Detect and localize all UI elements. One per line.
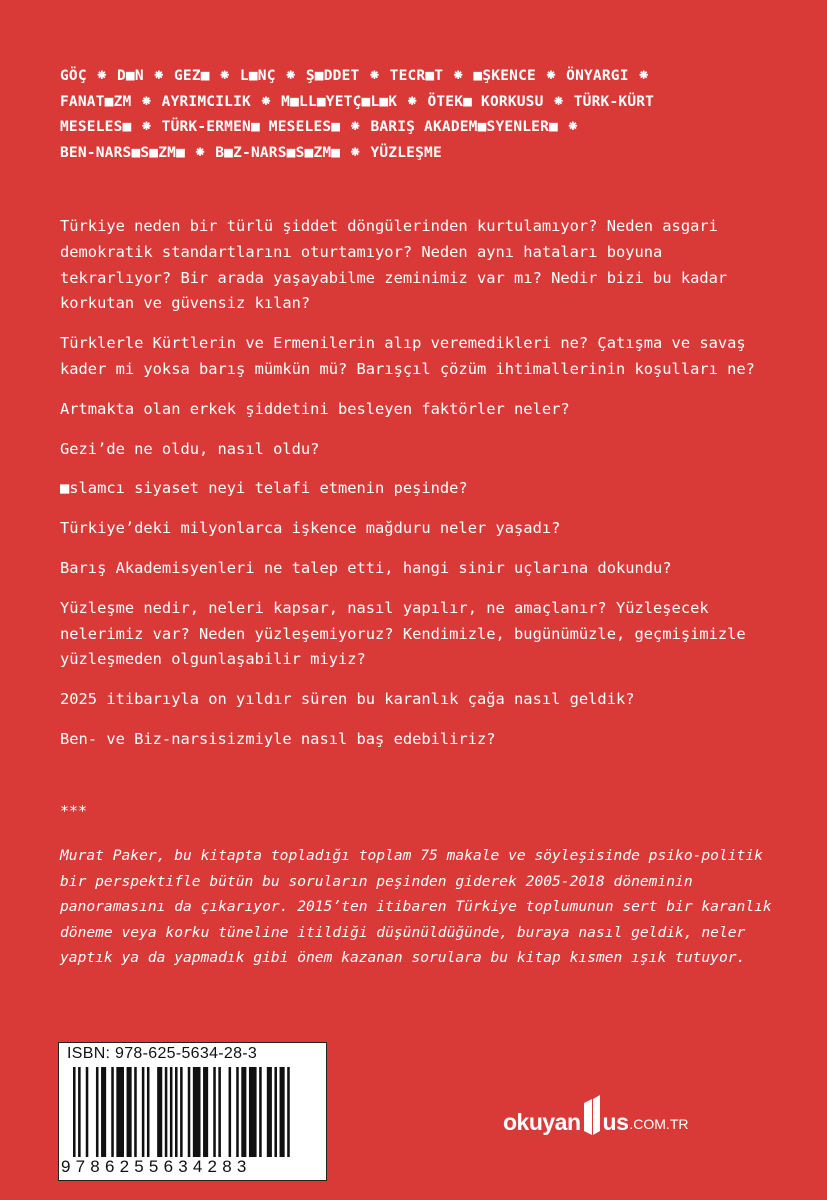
question-paragraph: Gezi’de ne oldu, nasıl oldu?: [60, 439, 320, 458]
keyword-line: GÖÇ ⁕ D■N ⁕ GEZ■ ⁕ L■NÇ ⁕ Ş■DDET ⁕ TECR■T ⁕ ■ŞKENCE ⁕ ÖNYARGI ⁕: [60, 68, 650, 84]
barcode-bar: [127, 1067, 132, 1157]
barcode-bar: [101, 1067, 106, 1157]
question-paragraph: 2025 itibarıyla on yıldır süren bu karanlık çağa nasıl geldik?: [60, 690, 635, 709]
isbn-barcode: [58, 1042, 327, 1181]
question-paragraph: Türklerle Kürtlerin ve Ermenilerin alıp veremedikleri ne? Çatışma ve savaş kader mi yoksa barış mümkün mü? Barışçıl çözüm ihtimallerinin koşulları ne?: [60, 334, 755, 378]
barcode-bar: [147, 1067, 150, 1157]
barcode-bar: [116, 1067, 124, 1157]
barcode-bar: [170, 1067, 173, 1157]
barcode-bar: [73, 1067, 76, 1157]
barcode-bar: [236, 1067, 239, 1157]
publisher-logo: [503, 1091, 688, 1135]
barcode-bar: [193, 1067, 201, 1157]
barcode-bar: [134, 1067, 137, 1157]
barcode-bar: [111, 1067, 114, 1157]
question-list: [60, 214, 780, 767]
barcode-bar: [287, 1067, 290, 1157]
barcode-bar: [280, 1067, 285, 1157]
barcode-bars: [69, 1067, 317, 1157]
section-separator: ***: [60, 802, 88, 820]
barcode-bar: [180, 1067, 183, 1157]
barcode-bar: [274, 1067, 277, 1157]
question-paragraph: Artmakta olan erkek şiddetini besleyen faktörler neler?: [60, 399, 570, 418]
keyword-line: MESELES■ ⁕ TÜRK-ERMEN■ MESELES■ ⁕ BARIŞ AKADEM■SYENLER■ ⁕: [60, 119, 580, 135]
barcode-bar: [86, 1067, 89, 1157]
publisher-domain: .COM.TR: [629, 1116, 689, 1132]
barcode-bar: [188, 1067, 191, 1157]
barcode-digits: 9786255634283: [61, 1157, 252, 1176]
barcode-bar: [249, 1067, 257, 1157]
question-paragraph: Barış Akademisyenleri ne talep etti, hangi sinir uçlarına dokundu?: [60, 558, 672, 577]
barcode-bar: [259, 1067, 262, 1157]
keyword-line: BEN-NARS■S■ZM■ ⁕ B■Z-NARS■S■ZM■ ⁕ YÜZLEŞME: [60, 144, 442, 161]
question-paragraph: Türkiye’deki milyonlarca işkence mağduru neler yaşadı?: [60, 519, 561, 538]
question-paragraph: Ben- ve Biz-narsisizmiyle nasıl baş edebiliriz?: [60, 729, 496, 748]
question-paragraph: Yüzleşme nedir, neleri kapsar, nasıl yapılır, ne amaçlanır? Yüzleşecek nelerimiz var? Neden yüzleşemiyoruz? Kendimizle, bugünümüzle, geçmişimizle yüzleşmeden olgunlaşabilir miyiz?: [60, 598, 746, 669]
book-summary: Murat Paker, bu kitapta topladığı toplam 75 makale ve söyleşisinde psiko-politik bir perspektifle bütün bu soruların peşinden giderek 2005-2018 döneminin panoramasını da çıkarıyor. 2015’ten itibaren Türkiye toplumunun sert bir karanlık döneme veya korku tüneline itildiği düşünüldüğünde, buraya nasıl geldik, neler yaptık ya da yapmadık gibi önem kazanan sorulara bu kitap kısmen ışık tutuyor.: [60, 847, 772, 967]
barcode-bar: [203, 1067, 208, 1157]
barcode-bar: [165, 1067, 168, 1157]
barcode-bar: [142, 1067, 145, 1157]
barcode-bar: [229, 1067, 232, 1157]
barcode-bar: [241, 1067, 246, 1157]
question-paragraph: ■slamcı siyaset neyi telafi etmenin peşinde?: [60, 479, 468, 498]
barcode-bar: [78, 1067, 81, 1157]
barcode-bar: [213, 1067, 216, 1157]
barcode-bar: [96, 1067, 99, 1157]
keyword-list: [60, 64, 780, 166]
publisher-name-part2: us: [602, 1109, 629, 1135]
barcode-bar: [175, 1067, 178, 1157]
book-mark-icon: [583, 1095, 601, 1135]
barcode-bar: [218, 1067, 221, 1157]
publisher-name-part1: okuyan: [503, 1109, 581, 1135]
barcode-bar: [267, 1067, 272, 1157]
keyword-line: FANAT■ZM ⁕ AYRIMCILIK ⁕ M■LL■YETÇ■L■K ⁕ ÖTEK■ KORKUSU ⁕ TÜRK-KÜRT: [60, 93, 655, 110]
barcode-bar: [157, 1067, 162, 1157]
question-paragraph: Türkiye neden bir türlü şiddet döngülerinden kurtulamıyor? Neden asgari demokratik standartlarını oturtamıyor? Neden aynı hataları boyuna tekrarlıyor? Bir arada yaşayabilme zeminimiz var mı? Nedir bizi bu kadar korkutan ve güvensiz kılan?: [60, 217, 728, 313]
isbn-label: ISBN: 978-625-5634-28-3: [67, 1045, 258, 1062]
